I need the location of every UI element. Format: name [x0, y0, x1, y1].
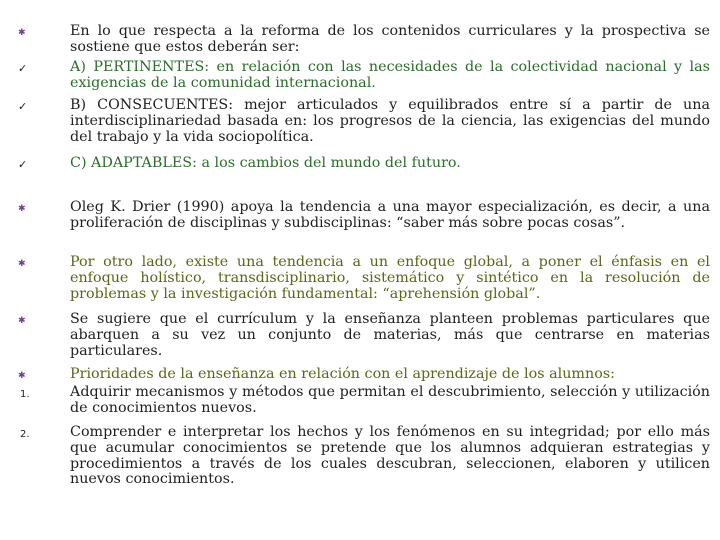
intro-paragraph: En lo que respecta a la reforma de los contenidos curriculares y la prospectiva se sostiene que estos deberán ser: [70, 23, 710, 55]
priorities-heading: Prioridades de la enseñanza en relación con el aprendizaje de los alumnos: [70, 366, 615, 382]
priority-1: Adquirir mecanismos y métodos que permitan el descubrimiento, selección y utilización de conocimientos nuevos. [70, 384, 710, 416]
curriculum-paragraph: Se sugiere que el currículum y la enseñanza planteen problemas particulares que abarquen a su vez un conjunto de materias, más que centrarse en materias particulares. [70, 311, 710, 359]
checkmark-icon: ✓ [18, 158, 28, 171]
global-approach-paragraph: Por otro lado, existe una tendencia a un enfoque global, a poner el énfasis en el enfoque holístico, transdisciplinario, sistemático y sintético en la resolución de problemas y la investigación fundamental: “aprehensión global”. [70, 254, 710, 302]
checkmark-icon: ✓ [18, 100, 28, 113]
star-bullet-icon: ✱ [18, 371, 26, 381]
star-bullet-icon: ✱ [18, 28, 26, 38]
list-number: 1. [20, 389, 30, 400]
star-bullet-icon: ✱ [18, 316, 26, 326]
checkmark-icon: ✓ [18, 62, 28, 75]
list-number: 2. [20, 429, 30, 440]
star-bullet-icon: ✱ [18, 204, 26, 214]
item-consecuentes: B) CONSECUENTES: mejor articulados y equilibrados entre sí a partir de una interdisciplinariedad basada en: los progresos de la ciencia, las exigencias del mundo del trabajo y la vida sociopolítica. [70, 97, 710, 145]
item-adaptables: C) ADAPTABLES: a los cambios del mundo del futuro. [70, 155, 461, 171]
item-pertinentes: A) PERTINENTES: en relación con las necesidades de la colectividad nacional y las exigencias de la comunidad internacional. [70, 59, 710, 91]
star-bullet-icon: ✱ [18, 259, 26, 269]
drier-paragraph: Oleg K. Drier (1990) apoya la tendencia a una mayor especialización, es decir, a una proliferación de disciplinas y subdisciplinas: “saber más sobre pocas cosas”. [70, 199, 710, 231]
priority-2: Comprender e interpretar los hechos y los fenómenos en su integridad; por ello más que acumular conocimientos se pretende que los alumnos adquieran estrategias y procedimientos a través de los cuales descubran, seleccionen, elaboren y utilicen nuevos conocimientos. [70, 424, 710, 488]
